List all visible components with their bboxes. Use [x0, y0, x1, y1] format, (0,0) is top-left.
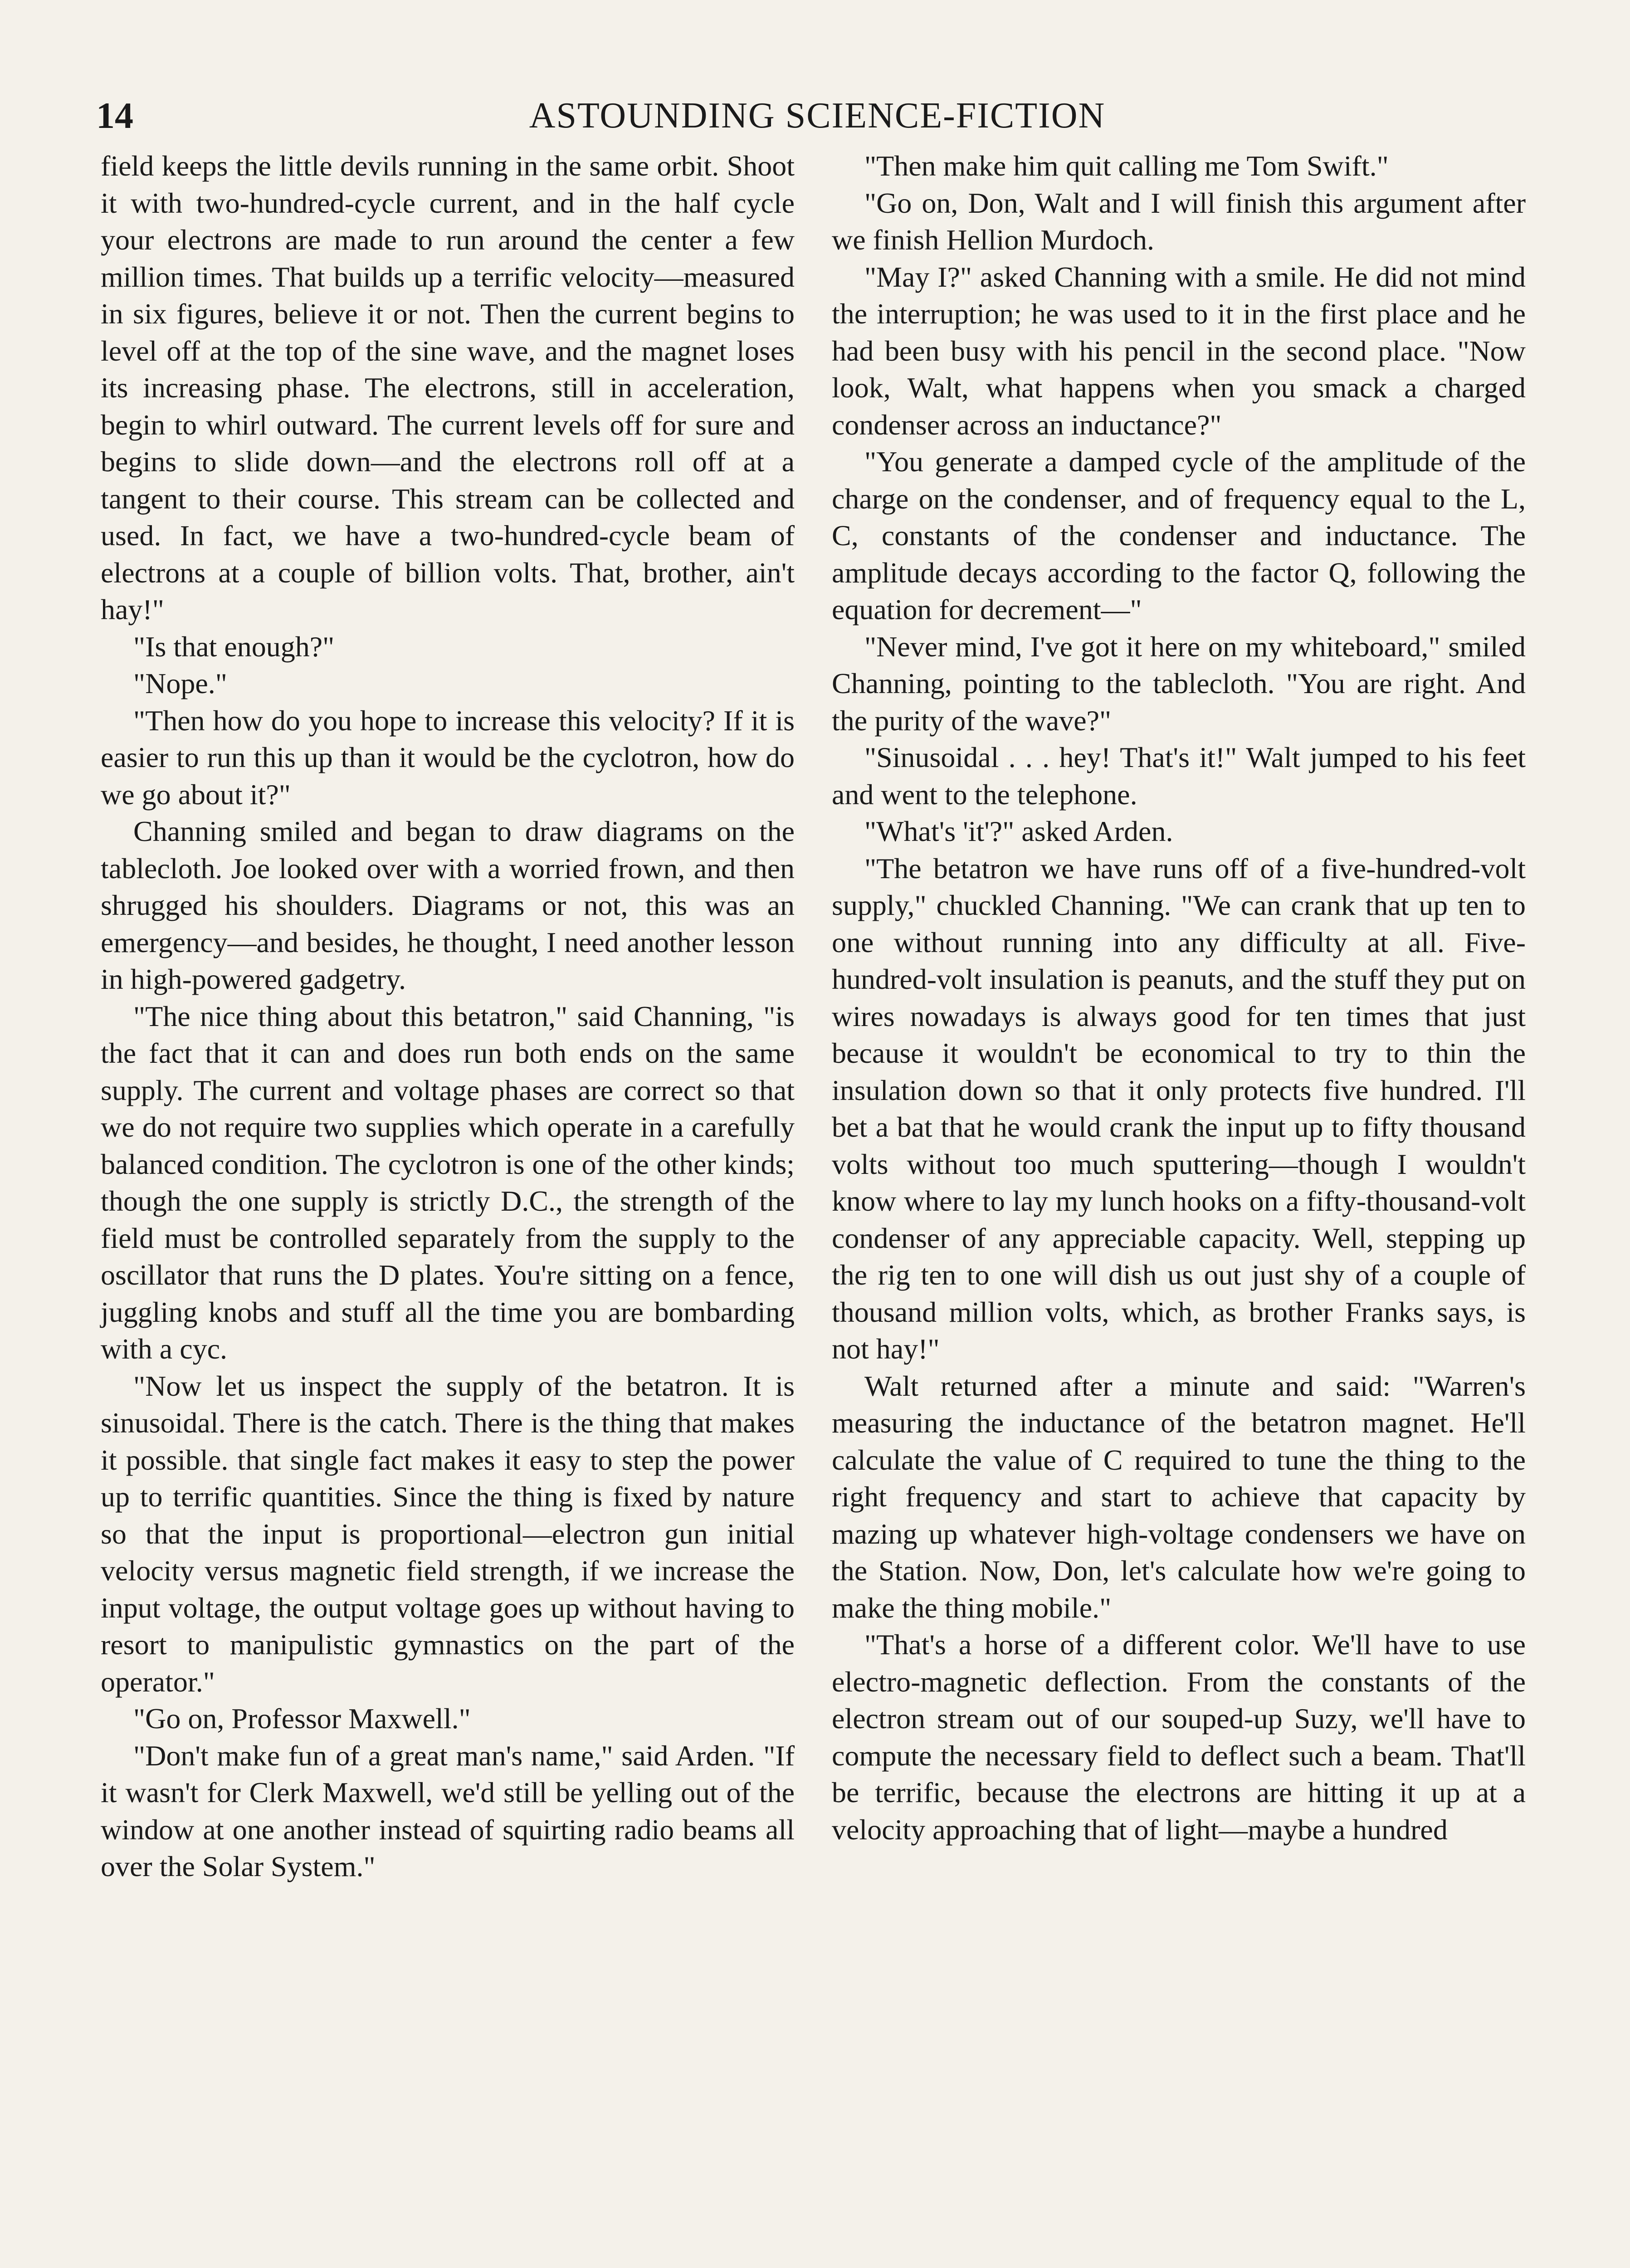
paragraph: "Go on, Professor Maxwell.": [133, 1702, 471, 1735]
left-column: [101, 147, 795, 1885]
running-title: ASTOUNDING SCIENCE-FICTION: [529, 96, 1106, 136]
paragraph: "Go on, Don, Walt and I will finish this argument after we finish Hellion Murdoch.: [832, 186, 1526, 256]
paragraph: "Now let us inspect the supply of the betatron. It is sinusoidal. There is the catch. There is the thing that makes it possible. that single fact makes it easy to step the power up to terrific quantities. Since the thing is fixed by nature so that the input is proportional—electron gun initial velocity versus magnetic field strength, if we increase the input voltage, the output voltage goes up without having to resort to manipulistic gymnastics on the part of the operator.": [101, 1369, 795, 1698]
paragraph: Walt returned after a minute and said: "Warren's measuring the inductance of the betatron magnet. He'll calculate the value of C required to tune the thing to the right frequency and start to achieve that capacity by mazing up whatever high-voltage condensers we have on the Station. Now, Don, let's calculate how we're going to make the thing mobile.": [832, 1369, 1526, 1624]
paragraph: "Never mind, I've got it here on my whiteboard," smiled Channing, pointing to the tablecloth. "You are right. And the purity of the wave?": [832, 630, 1526, 737]
page-header: [96, 86, 1538, 145]
paragraph: "Then how do you hope to increase this velocity? If it is easier to run this up than it would be the cyclotron, how do we go about it?": [101, 704, 795, 811]
paragraph: "Is that enough?": [133, 630, 335, 663]
paragraph: "Nope.": [133, 667, 227, 699]
paragraph: "Don't make fun of a great man's name," said Arden. "If it wasn't for Clerk Maxwell, we'd still be yelling out of the window at one another instead of squirting radio beams all over the Solar System.": [101, 1739, 795, 1882]
paragraph: "What's 'it'?" asked Arden.: [864, 815, 1173, 847]
paragraph: "That's a horse of a different color. We'll have to use electro-magnetic deflection. From the constants of the electron stream out of our souped-up Suzy, we'll have to compute the necessary field to deflect such a beam. That'll be terrific, because the electrons are hitting it up at a velocity approaching that of light—maybe a hundred: [832, 1628, 1526, 1846]
right-column: [832, 147, 1526, 1848]
paragraph: "May I?" asked Channing with a smile. He did not mind the interruption; he was used to it in the first place and he had been busy with his pencil in the second place. "Now look, Walt, what happens when you smack a charged condenser across an inductance?": [832, 260, 1526, 441]
paragraph: "Sinusoidal . . . hey! That's it!" Walt jumped to his feet and went to the telephone.: [832, 741, 1526, 811]
page-number: 14: [96, 95, 133, 136]
paragraph: "The betatron we have runs off of a five-hundred-volt supply," chuckled Channing. "We can crank that up ten to one without running into any difficulty at all. Five-hundred-volt insulation is peanuts, and the stuff they put on wires nowadays is always good for ten times that just because it wouldn't be economical to try to thin the insulation down so that it only protects five hundred. I'll bet a bat that he would crank the input up to fifty thousand volts without too much sputtering—though I wouldn't know where to lay my lunch hooks on a fifty-thousand-volt condenser of any appreciable capacity. Well, stepping up the rig ten to one will dish us out just shy of a couple of thousand million volts, which, as brother Franks says, is not hay!": [832, 852, 1526, 1365]
paragraph: "Then make him quit calling me Tom Swift.": [864, 150, 1389, 182]
paragraph: field keeps the little devils running in the same orbit. Shoot it with two-hundred-cycle current, and in the half cycle your electrons are made to run around the center a few million times. That builds up a terrific velocity—measured in six figures, believe it or not. Then the current begins to level off at the top of the sine wave, and the magnet loses its increasing phase. The electrons, still in acceleration, begin to whirl outward. The current levels off for sure and begins to slide down—and the electrons roll off at a tangent to their course. This stream can be collected and used. In fact, we have a two-hundred-cycle beam of electrons at a couple of billion volts. That, brother, ain't hay!": [101, 150, 795, 626]
paragraph: "The nice thing about this betatron," said Channing, "is the fact that it can and does run both ends on the same supply. The current and voltage phases are correct so that we do not require two supplies which operate in a carefully balanced condition. The cyclotron is one of the other kinds; though the one supply is strictly D.C., the strength of the field must be controlled separately from the supply to the oscillator that runs the D plates. You're sitting on a fence, juggling knobs and stuff all the time you are bombarding with a cyc.: [101, 1000, 795, 1365]
paragraph: Channing smiled and began to draw diagrams on the tablecloth. Joe looked over with a worried frown, and then shrugged his shoulders. Diagrams or not, this was an emergency—and besides, he thought, I need another lesson in high-powered gadgetry.: [101, 815, 795, 995]
paragraph: "You generate a damped cycle of the amplitude of the charge on the condenser, and of frequency equal to the L, C, constants of the condenser and inductance. The amplitude decays according to the factor Q, following the equation for decrement—": [832, 445, 1526, 626]
